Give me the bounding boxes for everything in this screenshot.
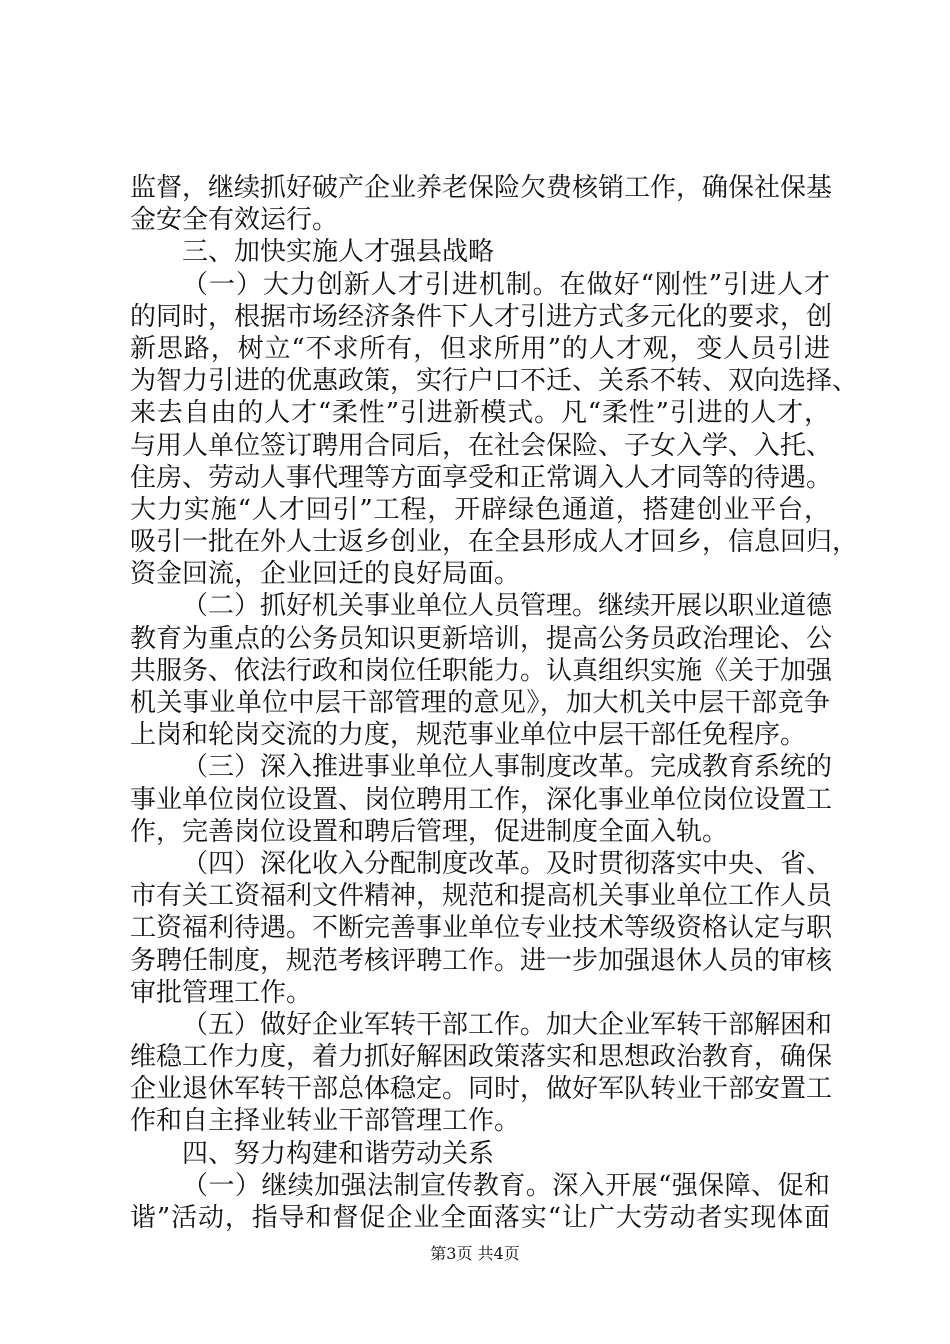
- text-line: 为智力引进的优惠政策，实行户口不迁、关系不转、双向选择、: [130, 366, 859, 397]
- text-line: 来去自由的人才“柔性”引进新模式。凡“柔性”引进的人才，: [130, 398, 830, 429]
- text-line: 作和自主择业转业干部管理工作。: [130, 1106, 521, 1137]
- text-line: 的同时，根据市场经济条件下人才引进方式多元化的要求，创: [130, 301, 833, 332]
- text-line: 审批管理工作。: [130, 977, 313, 1008]
- text-line: （五）做好企业军转干部工作。加大企业军转干部解困和: [182, 1009, 833, 1040]
- text-line: 谐”活动，指导和督促企业全面落实“让广大劳动者实现体面: [130, 1203, 830, 1233]
- text-line: 吸引一批在外人士返乡创业，在全县形成人才回乡，信息回归，: [130, 527, 859, 558]
- text-line: 教育为重点的公务员知识更新培训，提高公务员政治理论、公: [130, 623, 833, 654]
- text-line: 务聘任制度，规范考核评聘工作。进一步加强退休人员的审核: [130, 945, 833, 976]
- text-line: 共服务、依法行政和岗位任职能力。认真组织实施《关于加强: [130, 655, 833, 686]
- text-line: 金安全有效运行。: [130, 205, 339, 236]
- text-line: 企业退休军转干部总体稳定。同时，做好军队转业干部安置工: [130, 1074, 833, 1105]
- text-line: 维稳工作力度，着力抓好解困政策落实和思想政治教育，确保: [130, 1042, 833, 1073]
- text-line: 上岗和轮岗交流的力度，规范事业单位中层干部任免程序。: [130, 720, 807, 751]
- text-line: 大力实施“人才回引”工程，开辟绿色通道，搭建创业平台，: [130, 494, 830, 525]
- section-heading: 三、加快实施人才强县战略: [182, 237, 495, 268]
- text-line: 新思路，树立“不求所有，但求所用”的人才观，变人员引进: [130, 333, 830, 364]
- text-line: 工资福利待遇。不断完善事业单位专业技术等级资格认定与职: [130, 913, 833, 944]
- text-line: （二）抓好机关事业单位人员管理。继续开展以职业道德: [182, 591, 833, 622]
- section-heading: 四、努力构建和谐劳动关系: [182, 1138, 495, 1169]
- text-line: 机关事业单位中层干部管理的意见》，加大机关中层干部竞争: [130, 688, 830, 718]
- text-line: 监督，继续抓好破产企业养老保险欠费核销工作，确保社保基: [130, 173, 833, 203]
- text-line: 市有关工资福利文件精神，规范和提高机关事业单位工作人员: [130, 881, 833, 912]
- page-number-footer: 第3页 共4页: [430, 1244, 520, 1263]
- text-line: （一）大力创新人才引进机制。在做好“刚性”引进人才: [182, 269, 830, 300]
- text-line: 资金回流，企业回迁的良好局面。: [130, 559, 521, 590]
- text-line: 事业单位岗位设置、岗位聘用工作，深化事业单位岗位设置工: [130, 784, 833, 815]
- text-line: （三）深入推进事业单位人事制度改革。完成教育系统的: [182, 752, 833, 783]
- text-line: 住房、劳动人事代理等方面享受和正常调入人才同等的待遇。: [130, 462, 833, 493]
- text-line: （四）深化收入分配制度改革。及时贯彻落实中央、省、: [182, 848, 833, 879]
- document-body: [130, 172, 859, 1234]
- text-line: 与用人单位签订聘用合同后，在社会保险、子女入学、入托、: [130, 430, 833, 461]
- text-line: 作，完善岗位设置和聘后管理，促进制度全面入轨。: [130, 816, 729, 847]
- text-line: （一）继续加强法制宣传教育。深入开展“强保障、促和: [182, 1170, 830, 1201]
